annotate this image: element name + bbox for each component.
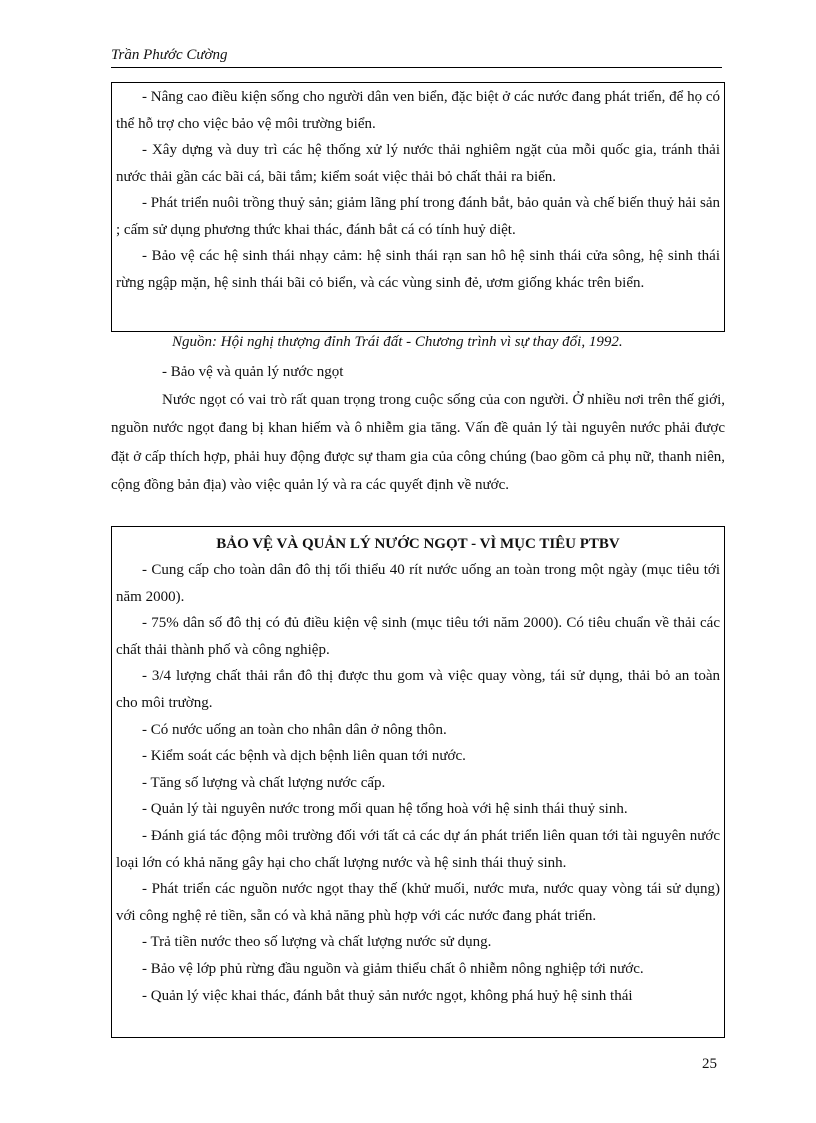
- box2-item: - Tăng số lượng và chất lượng nước cấp.: [142, 774, 386, 791]
- box2-item: - Đánh giá tác động môi trường đối với tất cả các dự án phát triển liên quan tới tài nguyên nước loại lớn có khả năng gây hại cho chất lượng nước và hệ sinh thái thuỷ sinh.: [116, 827, 720, 871]
- box2-item: - Trả tiền nước theo số lượng và chất lượng nước sử dụng.: [142, 934, 492, 951]
- box2-title: BẢO VỆ VÀ QUẢN LÝ NƯỚC NGỌT - VÌ MỤC TIÊU PTBV: [216, 536, 620, 552]
- running-header-author: Trần Phước Cường: [111, 47, 228, 63]
- freshwater-goals-box: [111, 526, 725, 1038]
- box1-item: - Nâng cao điều kiện sống cho người dân ven biển, đặc biệt ở các nước đang phát triển, để họ có thể hỗ trợ cho việc bảo vệ môi trường biển.: [116, 89, 720, 132]
- box2-item: - Có nước uống an toàn cho nhân dân ở nông thôn.: [142, 721, 447, 738]
- box2-item: - 3/4 lượng chất thải rắn đô thị được thu gom và việc quay vòng, tái sử dụng, thải bỏ an toàn cho môi trường.: [116, 668, 720, 711]
- box2-item: - Kiểm soát các bệnh và dịch bệnh liên quan tới nước.: [142, 748, 466, 765]
- body-section: [111, 358, 725, 499]
- box1-item: - Xây dựng và duy trì các hệ thống xử lý nước thải nghiêm ngặt của mỗi quốc gia, tránh thải nước thải gần các bãi cá, bãi tắm; kiểm soát việc thải bỏ chất thải ra biển.: [116, 142, 720, 185]
- box2-item: - 75% dân số đô thị có đủ điều kiện vệ sinh (mục tiêu tới năm 2000). Có tiêu chuẩn về thải các chất thải thành phố và công nghiệp.: [116, 615, 720, 658]
- source-citation: Nguồn: Hội nghị thượng đỉnh Trái đất - Chương trình vì sự thay đổi, 1992.: [172, 334, 623, 350]
- section-subheading: - Bảo vệ và quản lý nước ngọt: [162, 364, 344, 380]
- header-rule: [111, 67, 722, 68]
- box1-item: - Bảo vệ các hệ sinh thái nhạy cảm: hệ sinh thái rạn san hô hệ sinh thái cửa sông, hệ sinh thái rừng ngập mặn, hệ sinh thái bãi cỏ biển, và các vùng sinh đẻ, ươm giống khác trên biển.: [116, 248, 720, 291]
- box2-item: - Phát triển các nguồn nước ngọt thay thế (khử muối, nước mưa, nước quay vòng tái sử dụng) với công nghệ rẻ tiền, sẵn có và khả năng phù hợp với các nước đang phát triển.: [116, 881, 720, 924]
- page-number: 25: [702, 1056, 717, 1072]
- box2-item: - Cung cấp cho toàn dân đô thị tối thiểu 40 rít nước uống an toàn trong một ngày (mục tiêu tới năm 2000).: [116, 562, 720, 605]
- box2-item: - Quản lý việc khai thác, đánh bắt thuỷ sản nước ngọt, không phá huỷ hệ sinh thái: [142, 987, 633, 1004]
- box1-item: - Phát triển nuôi trồng thuỷ sản; giảm lãng phí trong đánh bắt, bảo quản và chế biến thuỷ hải sản ; cấm sử dụng phương thức khai thác, đánh bắt cá có tính huỷ diệt.: [116, 195, 720, 238]
- body-paragraph: Nước ngọt có vai trò rất quan trọng trong cuộc sống của con người. Ở nhiều nơi trên thế giới, nguồn nước ngọt đang bị khan hiếm và ô nhiễm gia tăng. Vấn đề quản lý tài nguyên nước phải được đặt ở cấp thích hợp, phải huy động được sự tham gia của công chúng (bao gồm cả phụ nữ, thanh niên, cộng đồng bản địa) vào việc quản lý và ra các quyết định về nước.: [111, 392, 725, 493]
- box2-item: - Bảo vệ lớp phủ rừng đầu nguồn và giảm thiểu chất ô nhiễm nông nghiệp tới nước.: [142, 960, 644, 977]
- box2-item: - Quản lý tài nguyên nước trong mối quan hệ tổng hoà với hệ sinh thái thuỷ sinh.: [142, 801, 628, 818]
- marine-protection-box: [111, 82, 725, 332]
